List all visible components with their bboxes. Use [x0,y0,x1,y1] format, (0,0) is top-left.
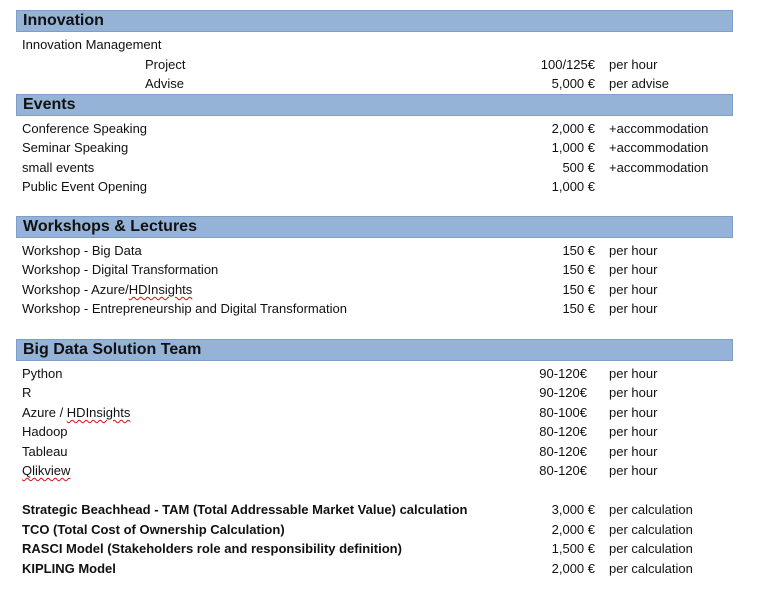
table-row [16,260,734,280]
row-label: Innovation Management [22,37,162,52]
row-unit: +accommodation [609,140,709,155]
row-unit: per calculation [609,561,693,576]
table-row [16,520,734,540]
row-amount: 500 € [562,160,595,175]
table-row [16,539,734,559]
row-amount: 2,000 € [551,522,595,537]
row-unit: per advise [609,76,669,91]
table-row [16,280,734,300]
row-unit: per hour [609,366,658,381]
table-row [16,299,734,319]
row-unit: per hour [609,243,658,258]
row-unit: per hour [609,57,658,72]
table-row [16,55,734,75]
row-label: Python [22,366,63,381]
row-amount: 90-120€ [539,366,587,381]
row-label: Hadoop [22,424,68,439]
table-row [16,559,734,579]
row-unit: per hour [609,463,658,478]
row-unit: per calculation [609,541,693,556]
row-label [22,403,130,423]
table-row [16,241,734,261]
table-row [16,177,734,197]
row-label: Workshop - Digital Transformation [22,262,219,277]
row-label: Conference Speaking [22,121,148,136]
spellcheck-flagged-word: HDInsights [66,405,131,420]
row-amount: 80-120€ [539,444,587,459]
row-amount: 80-120€ [539,463,587,478]
row-unit: +accommodation [609,121,709,136]
section-header-workshops: Workshops & Lectures [16,216,733,238]
table-row [16,442,734,462]
row-label: RASCI Model (Stakeholders role and responsibility definition) [22,541,402,556]
row-amount: 1,000 € [551,179,595,194]
row-amount: 90-120€ [539,385,587,400]
row-label: TCO (Total Cost of Ownership Calculation) [22,522,285,537]
row-unit: +accommodation [609,160,709,175]
row-amount: 80-100€ [539,405,587,420]
table-row [16,364,734,384]
spellcheck-flagged-word: Qlikview [22,463,71,478]
row-amount: 150 € [562,262,595,277]
row-label [22,461,70,481]
section-header-innovation: Innovation [16,10,733,32]
row-amount: 5,000 € [551,76,595,91]
row-label: Seminar Speaking [22,140,129,155]
row-amount: 80-120€ [539,424,587,439]
table-row [16,403,734,423]
section-header-events: Events [16,94,733,116]
row-label: Workshop - Entrepreneurship and Digital Transformation [22,301,347,316]
row-amount: 2,000 € [551,121,595,136]
row-label: KIPLING Model [22,561,116,576]
row-amount: 2,000 € [551,561,595,576]
row-amount: 1,500 € [551,541,595,556]
row-label-prefix: Azure / [22,405,67,420]
row-label: Workshop - Big Data [22,243,142,258]
row-label: Project [145,57,186,72]
table-row [16,158,734,178]
row-label: R [22,385,32,400]
row-label: Strategic Beachhead - TAM (Total Addressable Market Value) calculation [22,502,468,517]
row-label: Tableau [22,444,68,459]
table-row [16,74,734,94]
table-row [16,35,734,55]
row-label: Advise [145,76,185,91]
table-row [16,119,734,139]
row-unit: per hour [609,301,658,316]
spellcheck-flagged-word: HDInsights [128,282,193,297]
table-row [16,461,734,481]
table-row [16,383,734,403]
row-amount: 1,000 € [551,140,595,155]
row-unit: per calculation [609,522,693,537]
table-row [16,500,734,520]
row-unit: per hour [609,405,658,420]
row-unit: per hour [609,282,658,297]
row-label: small events [22,160,95,175]
row-amount: 150 € [562,243,595,258]
row-unit: per hour [609,444,658,459]
row-label: Public Event Opening [22,179,148,194]
table-row [16,422,734,442]
row-unit: per hour [609,385,658,400]
row-label [22,280,192,300]
row-amount: 150 € [562,301,595,316]
row-amount: 150 € [562,282,595,297]
row-unit: per hour [609,424,658,439]
row-amount: 3,000 € [551,502,595,517]
row-label-prefix: Workshop - Azure/ [22,282,129,297]
section-header-bigdata: Big Data Solution Team [16,339,733,361]
table-row [16,138,734,158]
row-unit: per hour [609,262,658,277]
row-amount: 100/125€ [540,57,595,72]
row-unit: per calculation [609,502,693,517]
